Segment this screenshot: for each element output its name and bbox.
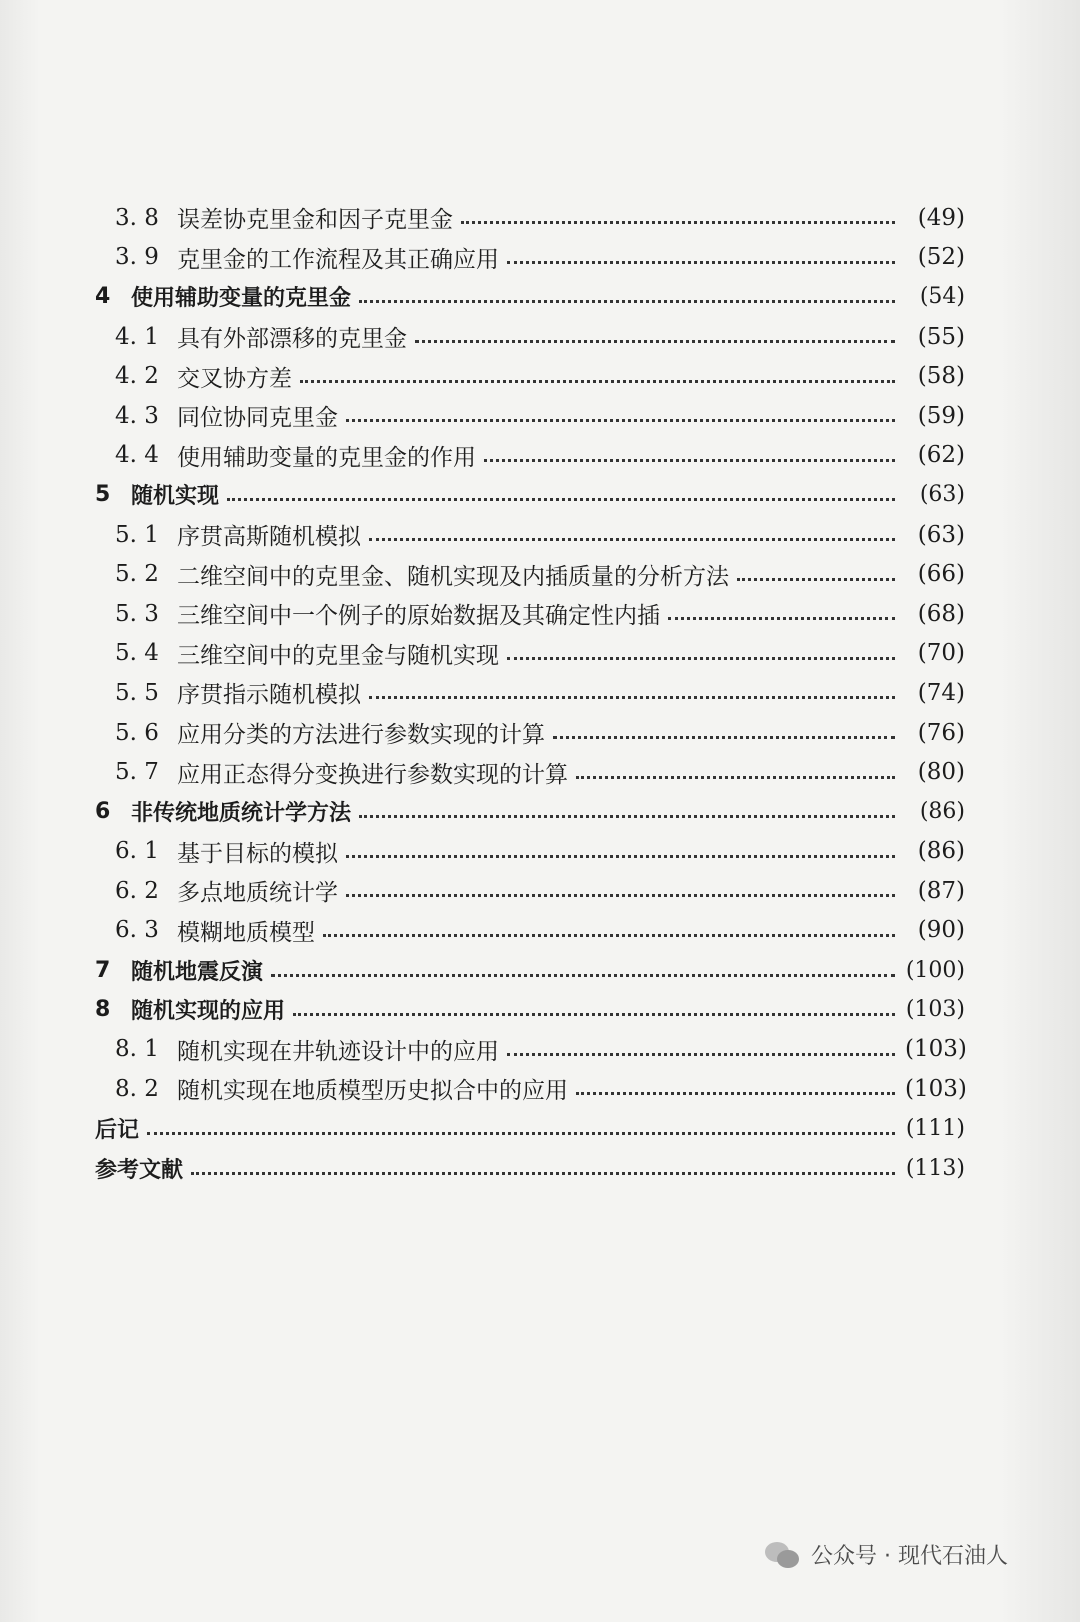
toc-chapter-row <box>95 792 965 832</box>
toc-page-number: (66) <box>917 561 965 588</box>
toc-title: 应用正态得分变换进行参数实现的计算 <box>177 761 568 788</box>
dot-leader <box>576 776 895 779</box>
toc-number: 8 <box>95 997 111 1023</box>
toc-page-number: (62) <box>917 442 965 469</box>
toc-page-number: (59) <box>917 402 965 429</box>
toc-number: 5. 4 <box>115 640 159 667</box>
toc-title: 使用辅助变量的克里金的作用 <box>177 444 476 471</box>
toc-number: 6. 2 <box>115 877 159 904</box>
toc-page-number: (76) <box>917 719 965 746</box>
toc-page-number: (100) <box>905 957 965 983</box>
toc-page-number: (80) <box>917 759 965 786</box>
toc-section-row <box>95 594 965 634</box>
toc-page-number: (54) <box>919 284 965 310</box>
toc-section-row <box>95 871 965 911</box>
toc-section-row <box>95 832 965 872</box>
toc-title: 应用分类的方法进行参数实现的计算 <box>177 722 545 749</box>
toc-chapter-row <box>95 1148 965 1188</box>
toc-section-row <box>95 752 965 792</box>
toc-number: 4. 4 <box>115 442 159 469</box>
dot-leader <box>293 1013 895 1016</box>
toc-title: 三维空间中的克里金与随机实现 <box>177 642 499 669</box>
toc-number: 4. 1 <box>115 323 159 350</box>
dot-leader <box>737 578 895 581</box>
toc-page-number: (103) <box>905 1036 967 1063</box>
dot-leader <box>323 934 895 937</box>
toc-section-row <box>95 198 965 238</box>
dot-leader <box>369 696 895 699</box>
toc-number: 6. 3 <box>115 917 159 944</box>
dot-leader <box>359 300 895 303</box>
toc-chapter-row <box>95 277 965 317</box>
toc-section-row <box>95 634 965 674</box>
toc-number: 5. 3 <box>115 600 159 627</box>
dot-leader <box>227 498 895 501</box>
toc-section-row <box>95 1029 965 1069</box>
toc-title: 误差协克里金和因子克里金 <box>177 207 453 234</box>
toc-title: 随机实现的应用 <box>131 999 286 1025</box>
toc-page-number: (52) <box>917 244 965 271</box>
toc-page-number: (74) <box>917 679 965 706</box>
toc-section-row <box>95 1069 965 1109</box>
toc-number: 5. 7 <box>115 759 159 786</box>
toc-number: 8. 1 <box>115 1036 159 1063</box>
dot-leader <box>346 855 895 858</box>
dot-leader <box>346 419 895 422</box>
toc-section-row <box>95 436 965 476</box>
toc-title: 使用辅助变量的克里金 <box>131 286 352 312</box>
toc-title: 序贯高斯随机模拟 <box>177 524 361 551</box>
dot-leader <box>300 380 895 383</box>
toc-number: 4 <box>95 284 111 310</box>
toc-chapter-row <box>95 1109 965 1149</box>
toc-page-number: (86) <box>917 838 965 865</box>
toc-number: 6 <box>95 799 111 825</box>
toc-number: 5 <box>95 482 111 508</box>
toc-section-row <box>95 554 965 594</box>
toc-title: 随机地震反演 <box>131 959 264 985</box>
toc-number: 6. 1 <box>115 838 159 865</box>
dot-leader <box>461 221 895 224</box>
toc-page-number: (63) <box>917 521 965 548</box>
toc-section-row <box>95 238 965 278</box>
toc-title: 参考文献 <box>95 1157 184 1183</box>
dot-leader <box>507 261 895 264</box>
toc-page-number: (49) <box>917 204 965 231</box>
watermark-text: 公众号 · 现代石油人 <box>811 1544 1008 1569</box>
toc-title: 多点地质统计学 <box>177 880 338 907</box>
watermark <box>765 1539 1008 1570</box>
toc-chapter-row <box>95 990 965 1030</box>
toc-section-row <box>95 515 965 555</box>
dot-leader <box>147 1132 895 1135</box>
dot-leader <box>369 538 895 541</box>
toc-number: 3. 9 <box>115 244 159 271</box>
toc-number: 5. 2 <box>115 561 159 588</box>
toc-page-number: (90) <box>917 917 965 944</box>
toc-number: 5. 6 <box>115 719 159 746</box>
toc-section-row <box>95 317 965 357</box>
toc-title: 随机实现 <box>131 484 220 510</box>
dot-leader <box>359 815 895 818</box>
toc-title: 模糊地质模型 <box>177 919 315 946</box>
toc-section-row <box>95 673 965 713</box>
toc-section-row <box>95 396 965 436</box>
toc-section-row <box>95 713 965 753</box>
toc-page-number: (86) <box>919 799 965 825</box>
toc-page-number: (58) <box>917 363 965 390</box>
toc-title: 后记 <box>95 1117 140 1143</box>
toc-number: 4. 2 <box>115 363 159 390</box>
toc-page-number: (70) <box>917 640 965 667</box>
dot-leader <box>507 1053 895 1056</box>
toc-section-row <box>95 356 965 396</box>
toc-number: 7 <box>95 957 111 983</box>
toc-number: 8. 2 <box>115 1075 159 1102</box>
toc-number: 5. 1 <box>115 521 159 548</box>
toc-page-number: (103) <box>905 1075 967 1102</box>
toc-page-number: (55) <box>917 323 965 350</box>
dot-leader <box>484 459 895 462</box>
toc-number: 3. 8 <box>115 204 159 231</box>
toc-page-number: (68) <box>917 600 965 627</box>
toc-chapter-row <box>95 475 965 515</box>
wechat-icon <box>765 1540 801 1570</box>
toc-title: 非传统地质统计学方法 <box>131 801 352 827</box>
toc-page-number: (111) <box>905 1115 965 1141</box>
toc-title: 随机实现在井轨迹设计中的应用 <box>177 1038 499 1065</box>
toc-number: 5. 5 <box>115 679 159 706</box>
dot-leader <box>191 1172 895 1175</box>
toc-title: 交叉协方差 <box>177 365 292 392</box>
dot-leader <box>553 736 895 739</box>
toc-title: 三维空间中一个例子的原始数据及其确定性内插 <box>177 603 660 630</box>
toc-page-number: (103) <box>905 997 965 1023</box>
toc-title: 序贯指示随机模拟 <box>177 682 361 709</box>
dot-leader <box>415 340 895 343</box>
toc-page-number: (63) <box>919 482 965 508</box>
dot-leader <box>576 1092 895 1095</box>
toc-section-row <box>95 911 965 951</box>
dot-leader <box>271 974 895 977</box>
dot-leader <box>346 894 895 897</box>
dot-leader <box>507 657 895 660</box>
toc-number: 4. 3 <box>115 402 159 429</box>
toc-title: 基于目标的模拟 <box>177 840 338 867</box>
table-of-contents <box>95 198 965 1188</box>
dot-leader <box>668 617 895 620</box>
toc-title: 二维空间中的克里金、随机实现及内插质量的分析方法 <box>177 563 729 590</box>
toc-title: 随机实现在地质模型历史拟合中的应用 <box>177 1078 568 1105</box>
toc-title: 克里金的工作流程及其正确应用 <box>177 246 499 273</box>
toc-title: 同位协同克里金 <box>177 405 338 432</box>
toc-page-number: (113) <box>905 1155 965 1181</box>
toc-title: 具有外部漂移的克里金 <box>177 326 407 353</box>
toc-chapter-row <box>95 950 965 990</box>
toc-page-number: (87) <box>917 877 965 904</box>
